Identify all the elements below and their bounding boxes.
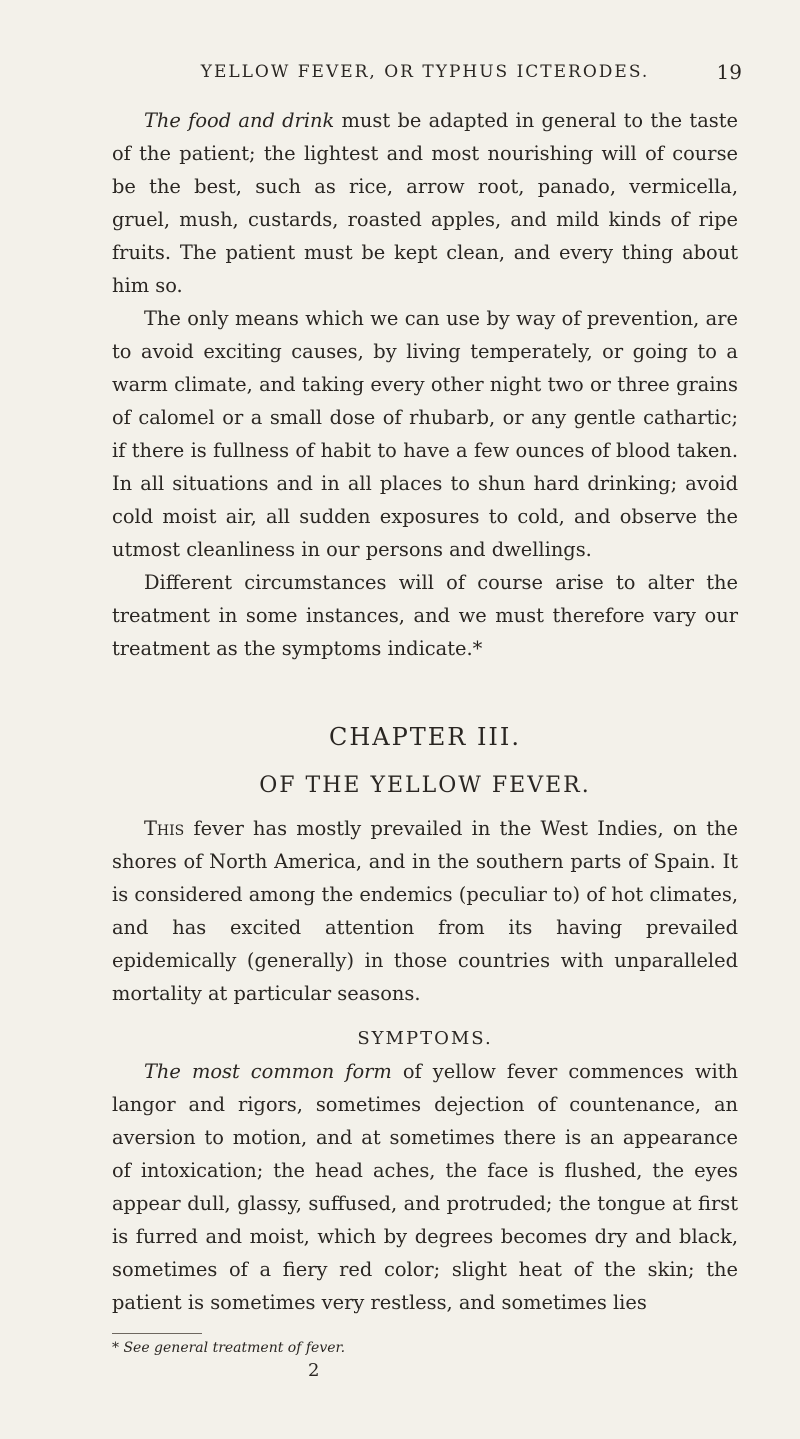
paragraph-text: The only means which we can use by way of prevention, are to avoid exciting causes, by living temperately, or going to a warm climate, and taking every other night two or three grains of calomel or a small dose of rhubarb, or any gentle cathartic; if there is fullness of habit to have a few ounces of blood taken. In all situations and in all places to shun hard drinking; avoid cold moist air, all sudden exposures to cold, and observe the utmost cleanliness in our persons and dwellings.: [112, 307, 738, 561]
footnote-divider: [112, 1333, 202, 1334]
paragraph-text: fever has mostly prevailed in the West Indies, on the shores of North America, and in the southern parts of Spain. It is considered among the endemics (peculiar to) of hot climates, and has excited attention from its having prevailed epidemically (generally) in those countries with unparalleled mortality at particular seasons.: [112, 817, 738, 1005]
chapter-number: CHAPTER III.: [328, 723, 522, 751]
paragraph-circumstances: [112, 566, 738, 665]
paragraph-chapter-intro: [112, 812, 738, 1010]
paragraph-text: must be adapted in general to the taste of the patient; the lightest and most nourishing will of course be the best, such as rice, arrow root, panado, vermicella, gruel, mush, custards, roasted apples, and mild kinds of ripe fruits. The patient must be kept clean, and every thing about him so.: [112, 109, 738, 297]
paragraph-text: Different circumstances will of course arise to alter the treatment in some instances, and we must therefore vary our treatment as the symptoms indicate.*: [112, 571, 738, 660]
paragraph-food-and-drink: [112, 104, 738, 302]
running-head: [112, 60, 742, 84]
signature-mark: 2: [308, 1360, 320, 1381]
paragraph-text: of yellow fever commences with langor and rigors, sometimes dejection of countenance, an aversion to motion, and at sometimes there is an appearance of intoxication; the head aches, the face is flushed, the eyes appear dull, glassy, suffused, and protruded; the tongue at first is furred and moist, which by degrees becomes dry and black, sometimes of a fiery red color; slight heat of the skin; the patient is sometimes very restless, and sometimes lies: [112, 1060, 739, 1314]
paragraph-symptoms: [112, 1055, 738, 1319]
footnote: * See general treatment of fever.: [112, 1340, 346, 1356]
paragraph-lead-italic: The most common form: [144, 1060, 392, 1083]
running-head-title: YELLOW FEVER, OR TYPHUS ICTERODES.: [200, 62, 650, 82]
page-number: 19: [716, 60, 742, 84]
chapter-title: OF THE YELLOW FEVER.: [259, 773, 591, 798]
paragraph-prevention: [112, 302, 738, 566]
paragraph-lead-smallcaps: This: [144, 817, 185, 840]
section-heading-symptoms: SYMPTOMS.: [357, 1028, 493, 1049]
paragraph-lead-italic: The food and drink: [144, 109, 335, 132]
